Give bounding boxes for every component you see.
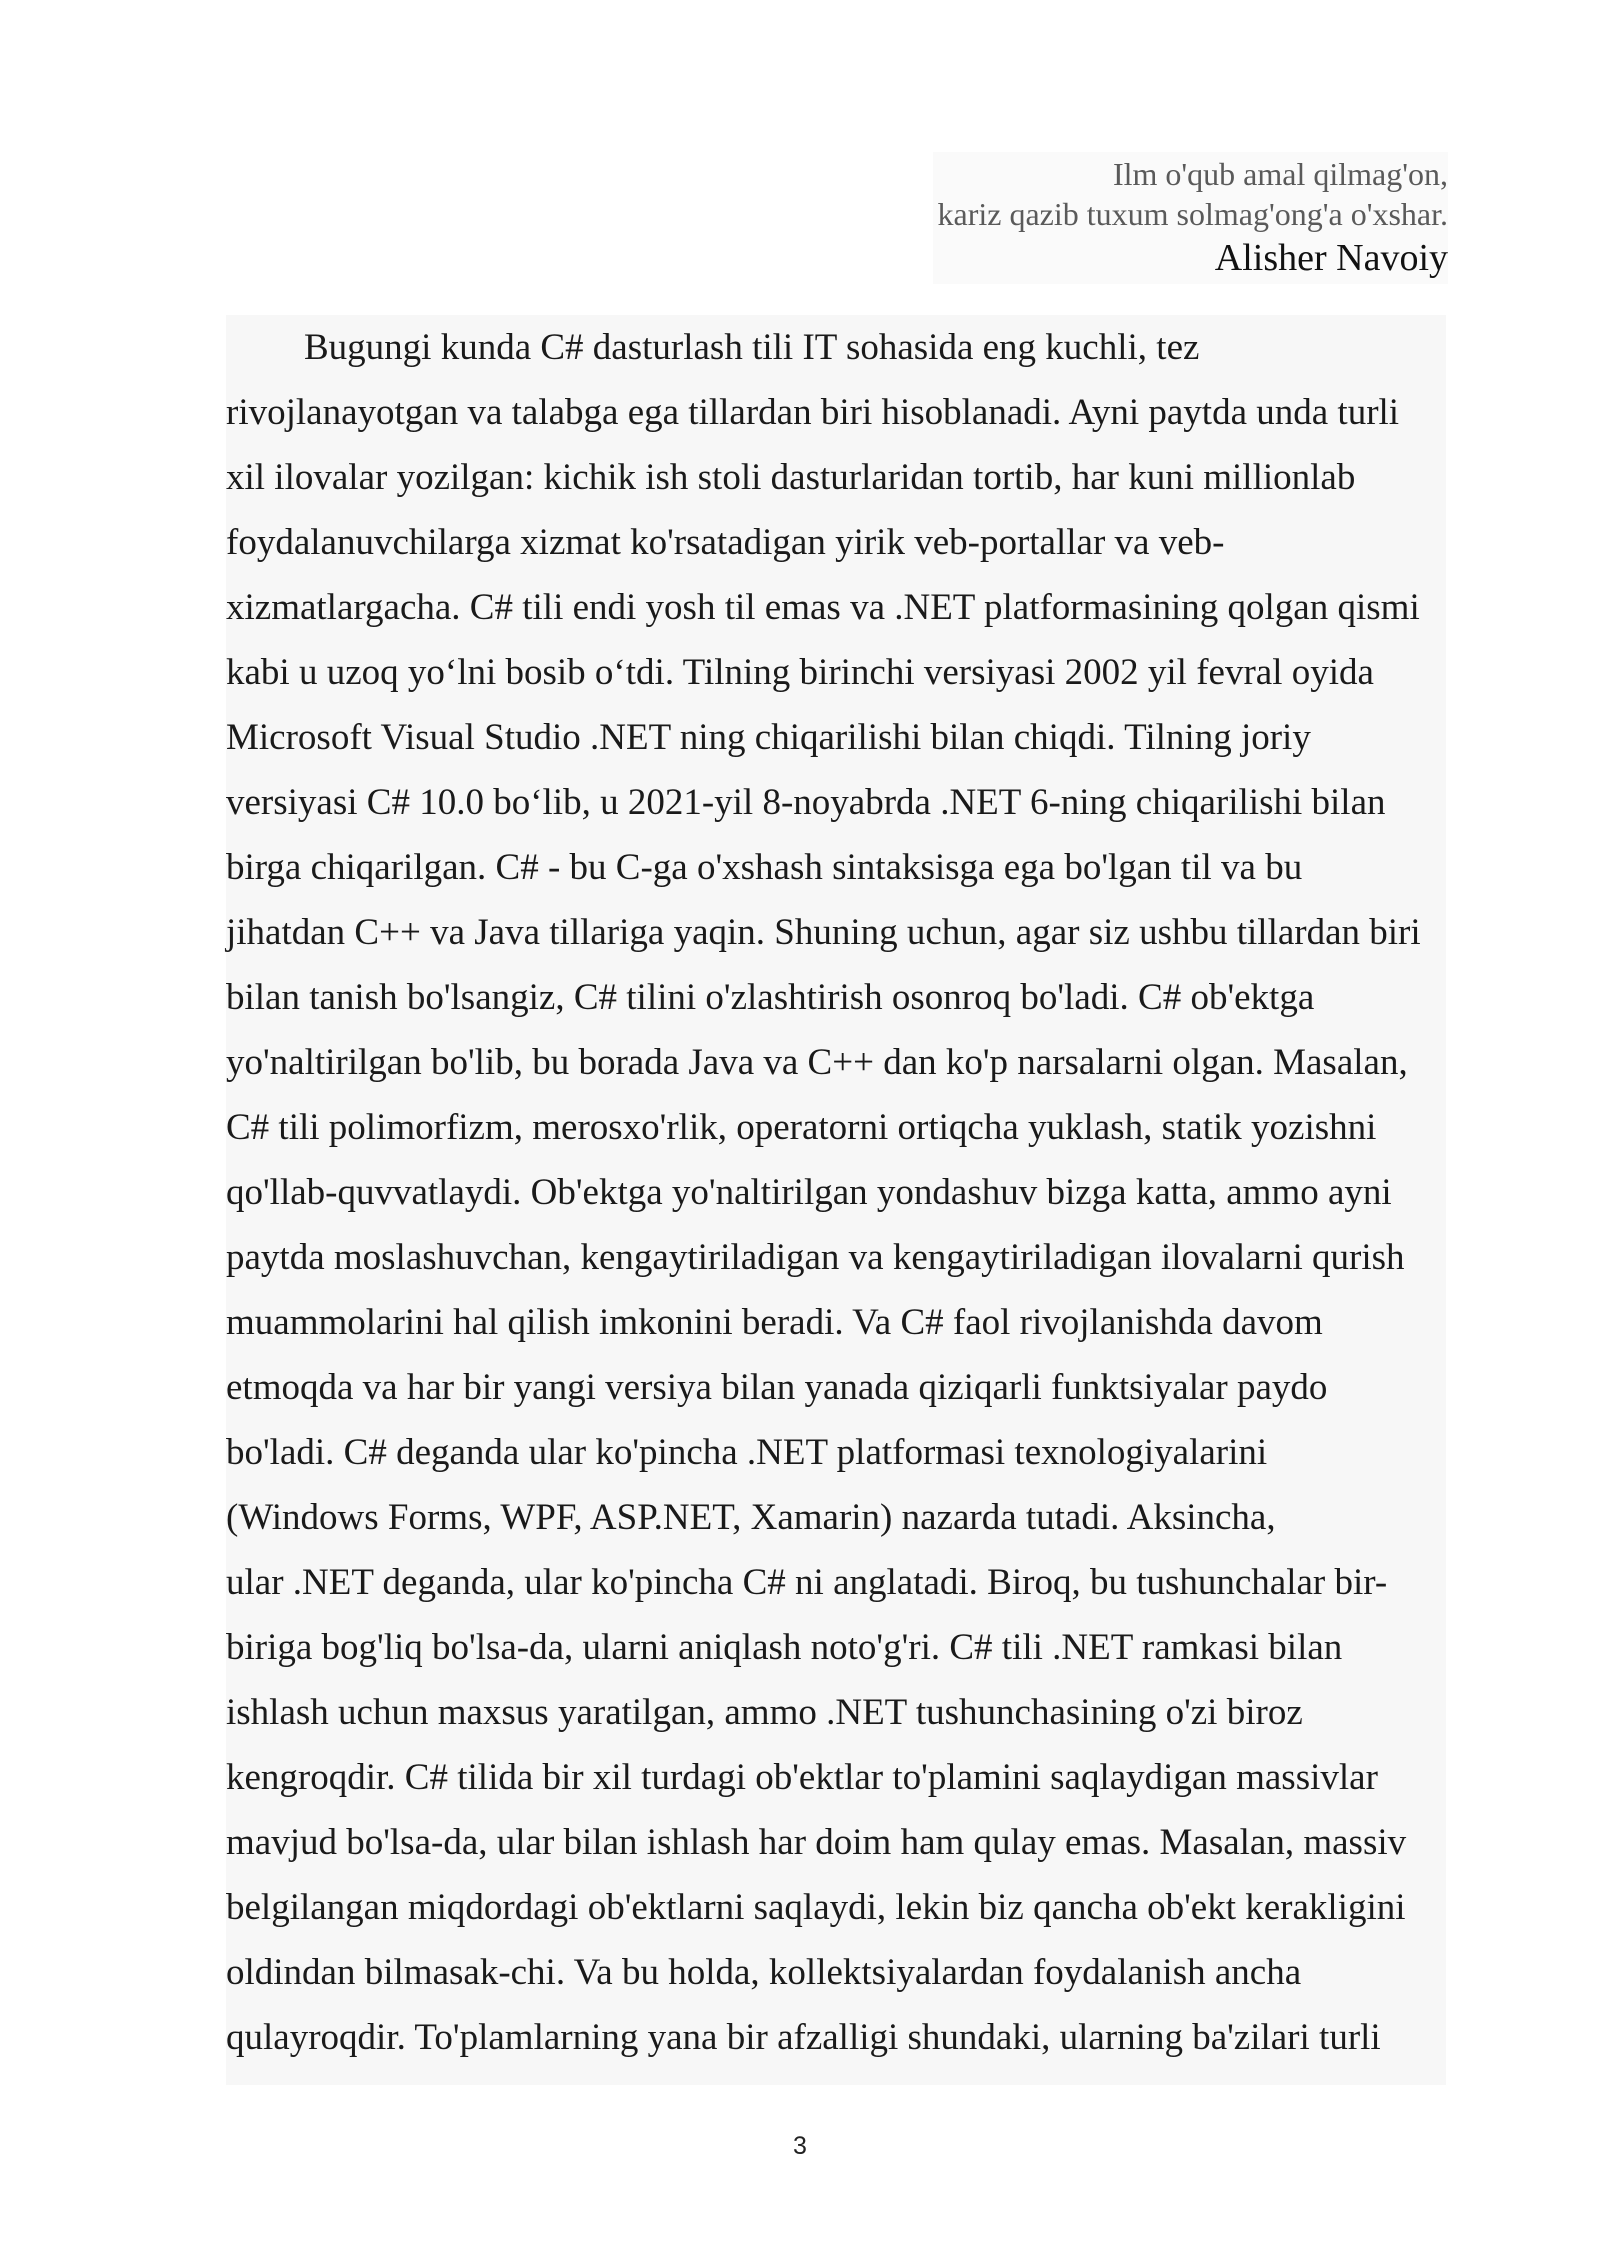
- text-line: C# tili polimorfizm, merosxo'rlik, operatorni ortiqcha yuklash, statik yozishni: [226, 1107, 1377, 1148]
- text-line: xil ilovalar yozilgan: kichik ish stoli dasturlaridan tortib, har kuni millionlab: [226, 457, 1356, 498]
- text-line: (Windows Forms, WPF, ASP.NET, Xamarin) nazarda tutadi. Aksincha,: [226, 1497, 1276, 1538]
- text-line: yo'naltirilgan bo'lib, bu borada Java va C++ dan ko'p narsalarni olgan. Masalan,: [226, 1042, 1408, 1083]
- epigraph-line-2: kariz qazib tuxum solmag'ong'a o'xshar.: [937, 196, 1448, 232]
- text-line: paytda moslashuvchan, kengaytiriladigan va kengaytiriladigan ilovalarni qurish: [226, 1237, 1405, 1278]
- text-line: qo'llab-quvvatlaydi. Ob'ektga yo'naltirilgan yondashuv bizga katta, ammo ayni: [226, 1172, 1392, 1213]
- text-line: etmoqda va har bir yangi versiya bilan yanada qiziqarli funktsiyalar paydo: [226, 1367, 1328, 1408]
- text-line: muammolarini hal qilish imkonini beradi. Va C# faol rivojlanishda davom: [226, 1302, 1323, 1343]
- text-line: oldindan bilmasak-chi. Va bu holda, kollektsiyalardan foydalanish ancha: [226, 1952, 1302, 1993]
- text-line: birga chiqarilgan. C# - bu C-ga o'xshash sintaksisga ega bo'lgan til va bu: [226, 847, 1303, 888]
- text-line: versiyasi C# 10.0 bo‘lib, u 2021-yil 8-noyabrda .NET 6-ning chiqarilishi bilan: [226, 782, 1386, 823]
- text-line: ishlash uchun maxsus yaratilgan, ammo .NET tushunchasining o'zi biroz: [226, 1692, 1303, 1733]
- text-line: bo'ladi. C# deganda ular ko'pincha .NET platformasi texnologiyalarini: [226, 1432, 1268, 1473]
- text-line: Microsoft Visual Studio .NET ning chiqarilishi bilan chiqdi. Tilning joriy: [226, 717, 1311, 758]
- text-line: jihatdan C++ va Java tillariga yaqin. Shuning uchun, agar siz ushbu tillardan biri: [226, 912, 1421, 953]
- text-line: mavjud bo'lsa-da, ular bilan ishlash har doim ham qulay emas. Masalan, massiv: [226, 1822, 1407, 1863]
- text-line: rivojlanayotgan va talabga ega tillardan biri hisoblanadi. Ayni paytda unda turli: [226, 392, 1400, 433]
- text-line: ular .NET deganda, ular ko'pincha C# ni anglatadi. Biroq, bu tushunchalar bir-: [226, 1562, 1388, 1603]
- text-line: foydalanuvchilarga xizmat ko'rsatadigan yirik veb-portallar va veb-: [226, 522, 1225, 563]
- text-line: kengroqdir. C# tilida bir xil turdagi ob'ektlar to'plamini saqlaydigan massivlar: [226, 1757, 1378, 1798]
- text-line: qulayroqdir. To'plamlarning yana bir afzalligi shundaki, ularning ba'zilari turli: [226, 2017, 1381, 2058]
- body-paragraph: [226, 315, 1446, 2085]
- text-line: kabi u uzoq yo‘lni bosib o‘tdi. Tilning birinchi versiyasi 2002 yil fevral oyida: [226, 652, 1374, 693]
- text-line: Bugungi kunda C# dasturlash tili IT sohasida eng kuchli, tez: [304, 327, 1200, 368]
- epigraph-author: Alisher Navoiy: [1214, 237, 1448, 279]
- text-line: biriga bog'liq bo'lsa-da, ularni aniqlash noto'g'ri. C# tili .NET ramkasi bilan: [226, 1627, 1343, 1668]
- text-line: belgilangan miqdordagi ob'ektlarni saqlaydi, lekin biz qancha ob'ekt kerakligini: [226, 1887, 1406, 1928]
- text-line: xizmatlargacha. C# tili endi yosh til emas va .NET platformasining qolgan qismi: [226, 587, 1420, 628]
- epigraph-line-1: Ilm o'qub amal qilmag'on,: [1112, 156, 1448, 192]
- page-number: 3: [793, 2132, 807, 2160]
- text-line: bilan tanish bo'lsangiz, C# tilini o'zlashtirish osonroq bo'ladi. C# ob'ektga: [226, 977, 1315, 1018]
- epigraph: [933, 152, 1448, 284]
